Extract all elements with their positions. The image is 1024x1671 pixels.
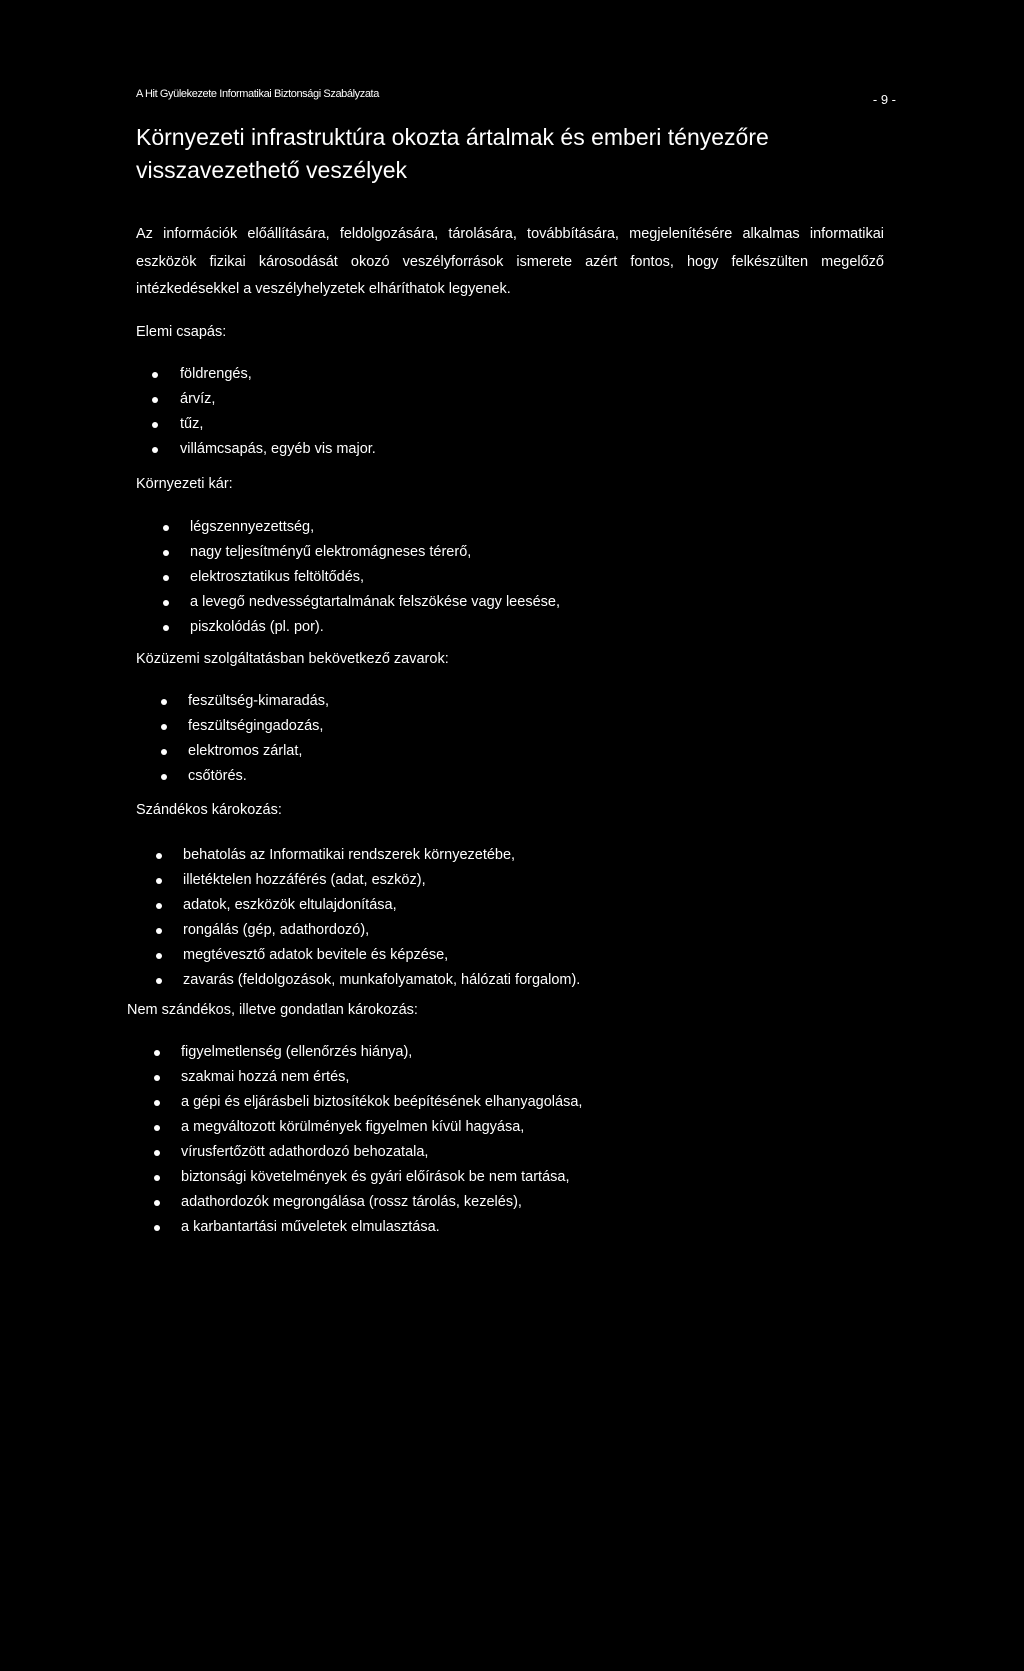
bullet-icon bbox=[163, 600, 169, 606]
section-heading: Környezeti infrastruktúra okozta ártalmak és emberi tényezőre visszavezethető veszélyek bbox=[136, 124, 769, 183]
list-item: földrengés, bbox=[152, 362, 884, 387]
bullet-icon bbox=[161, 749, 167, 755]
list-item: a megváltozott körülmények figyelmen kívül hagyása, bbox=[154, 1115, 884, 1140]
bullet-icon bbox=[152, 422, 158, 428]
bullet-icon bbox=[161, 724, 167, 730]
list-item: a levegő nedvességtartalmának felszökése vagy leesése, bbox=[163, 590, 884, 615]
section-title-elemi-csapas: Elemi csapás: bbox=[136, 323, 227, 340]
list-item: biztonsági követelmények és gyári előírások be nem tartása, bbox=[154, 1165, 884, 1190]
bullet-icon bbox=[154, 1050, 160, 1056]
bullet-icon bbox=[156, 928, 162, 934]
list-item: tűz, bbox=[152, 412, 884, 437]
bullet-icon bbox=[154, 1175, 160, 1181]
section-title-kozuzemi-zavarok: Közüzemi szolgáltatásban bekövetkező zavarok: bbox=[136, 650, 449, 667]
list-item: figyelmetlenség (ellenőrzés hiánya), bbox=[154, 1040, 884, 1065]
bullet-icon bbox=[156, 978, 162, 984]
list-item: piszkolódás (pl. por). bbox=[163, 615, 884, 640]
bullet-icon bbox=[152, 372, 158, 378]
list-item: feszültség-kimaradás, bbox=[161, 689, 884, 714]
bullet-icon bbox=[163, 575, 169, 581]
bullet-icon bbox=[161, 774, 167, 780]
list-item: a karbantartási műveletek elmulasztása. bbox=[154, 1215, 884, 1240]
bullet-icon bbox=[152, 397, 158, 403]
bullet-icon bbox=[154, 1200, 160, 1206]
page-header bbox=[136, 88, 896, 108]
list-item: illetéktelen hozzáférés (adat, eszköz), bbox=[156, 868, 884, 893]
page-number: - 9 - bbox=[872, 92, 896, 107]
list-item: szakmai hozzá nem értés, bbox=[154, 1065, 884, 1090]
bullet-icon bbox=[156, 878, 162, 884]
list-kornyezeti-kar bbox=[136, 515, 884, 640]
list-item: árvíz, bbox=[152, 387, 884, 412]
list-item: vírusfertőzött adathordozó behozatala, bbox=[154, 1140, 884, 1165]
list-item: megtévesztő adatok bevitele és képzése, bbox=[156, 943, 884, 968]
bullet-icon bbox=[154, 1125, 160, 1131]
list-elemi-csapas bbox=[136, 362, 884, 462]
bullet-icon bbox=[161, 699, 167, 705]
list-item: légszennyezettség, bbox=[163, 515, 884, 540]
section-title-kornyezeti-kar: Környezeti kár: bbox=[136, 475, 233, 492]
section-title-szandekos-karokozas: Szándékos károkozás: bbox=[136, 801, 282, 818]
list-item: feszültségingadozás, bbox=[161, 714, 884, 739]
bullet-icon bbox=[154, 1150, 160, 1156]
list-item: villámcsapás, egyéb vis major. bbox=[152, 437, 884, 462]
bullet-icon bbox=[154, 1100, 160, 1106]
bullet-icon bbox=[163, 550, 169, 556]
list-szandekos-karokozas bbox=[136, 843, 884, 993]
list-item: adathordozók megrongálása (rossz tárolás, kezelés), bbox=[154, 1190, 884, 1215]
list-item: rongálás (gép, adathordozó), bbox=[156, 918, 884, 943]
list-item: csőtörés. bbox=[161, 764, 884, 789]
bullet-icon bbox=[156, 953, 162, 959]
bullet-icon bbox=[154, 1225, 160, 1231]
list-item: a gépi és eljárásbeli biztosítékok beépítésének elhanyagolása, bbox=[154, 1090, 884, 1115]
list-item: behatolás az Informatikai rendszerek környezetébe, bbox=[156, 843, 884, 868]
bullet-icon bbox=[156, 903, 162, 909]
bullet-icon bbox=[152, 447, 158, 453]
bullet-icon bbox=[163, 525, 169, 531]
list-kozuzemi-zavarok bbox=[136, 689, 884, 789]
list-item: elektromos zárlat, bbox=[161, 739, 884, 764]
list-item: elektrosztatikus feltöltődés, bbox=[163, 565, 884, 590]
section-title-gondatlan-karokozas: Nem szándékos, illetve gondatlan károkozás: bbox=[127, 1001, 418, 1018]
document-body bbox=[127, 221, 884, 1240]
intro-paragraph: Az információk előállítására, feldolgozására, tárolására, továbbítására, megjelenítésére alkalmas informatikai eszközök fizikai károsodását okozó veszélyforrások ismerete azért fontos, hogy felkészülten megelőző intézkedésekkel a veszélyhelyzetek elháríthatok legyenek. bbox=[136, 226, 884, 297]
list-item: zavarás (feldolgozások, munkafolyamatok, hálózati forgalom). bbox=[156, 968, 884, 993]
list-item: nagy teljesítményű elektromágneses térerő, bbox=[163, 540, 884, 565]
bullet-icon bbox=[156, 853, 162, 859]
document-title: A Hit Gyülekezete Informatikai Biztonsági Szabályzata bbox=[136, 88, 379, 100]
bullet-icon bbox=[163, 625, 169, 631]
list-gondatlan-karokozas bbox=[136, 1040, 884, 1240]
bullet-icon bbox=[154, 1075, 160, 1081]
list-item: adatok, eszközök eltulajdonítása, bbox=[156, 893, 884, 918]
